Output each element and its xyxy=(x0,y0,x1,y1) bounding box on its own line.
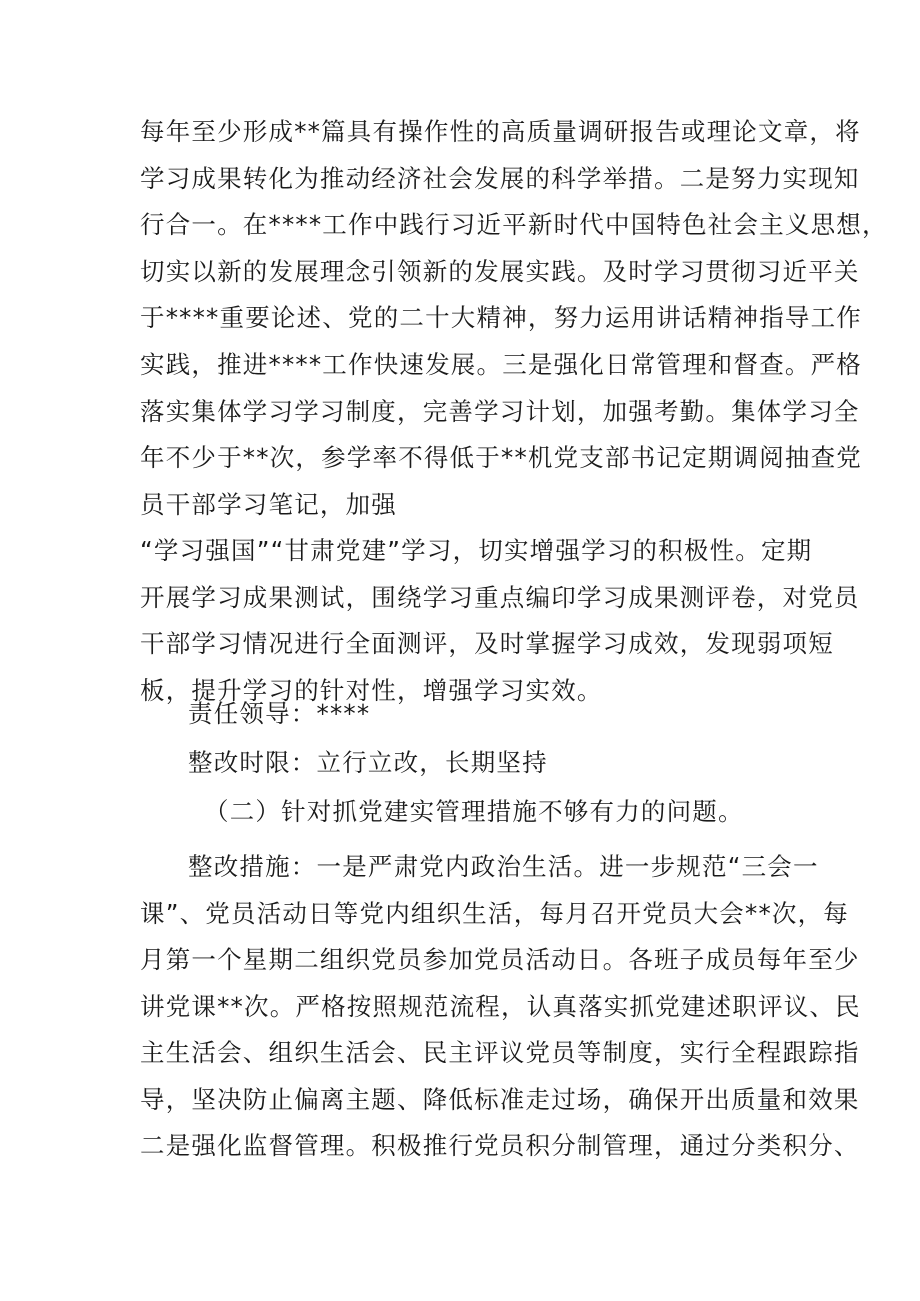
paragraph-1-line-8: 年不少于**次，参学率不得低于**机党支部书记定期调阅抽查党 xyxy=(140,443,862,472)
paragraph-1-line-12: 干部学习情况进行全面测评，及时掌握学习成效，发现弱项短 xyxy=(140,629,834,658)
paragraph-1-line-4: 切实以新的发展理念引领新的发展实践。及时学习贯彻习近平关 xyxy=(140,257,860,286)
paragraph-2-line-2: 课”、党员活动日等党内组织生活，每月召开党员大会**次，每 xyxy=(140,899,849,928)
section-heading: （二）针对抓党建实管理措施不够有力的问题。 xyxy=(204,797,744,826)
paragraph-2-line-6: 导，坚决防止偏离主题、降低标准走过场，确保开出质量和效果 xyxy=(140,1085,860,1114)
paragraph-2-line-3: 月第一个星期二组织党员参加党员活动日。各班子成员每年至少 xyxy=(140,945,860,974)
paragraph-1-line-2: 学习成果转化为推动经济社会发展的科学举措。二是努力实现知 xyxy=(140,164,860,193)
paragraph-1-line-11: 开展学习成果测试，围绕学习重点编印学习成果测评卷，对党员 xyxy=(140,583,860,612)
paragraph-1-line-6: 实践，推进****工作快速发展。三是强化日常管理和督查。严格 xyxy=(140,350,862,379)
responsible-leader: 责任领导：**** xyxy=(188,699,371,728)
paragraph-1-line-1: 每年至少形成**篇具有操作性的高质量调研报告或理论文章，将 xyxy=(140,117,861,146)
paragraph-2-line-7: 二是强化监督管理。积极推行党员积分制管理，通过分类积分、 xyxy=(140,1131,860,1160)
paragraph-1-line-10: “学习强国”“甘肃党建”学习，切实增强学习的积极性。定期 xyxy=(140,536,813,565)
paragraph-1-line-9: 员干部学习笔记，加强 xyxy=(140,490,397,519)
paragraph-1-line-3: 行合一。在****工作中践行习近平新时代中国特色社会主义思想， xyxy=(140,210,888,239)
paragraph-2-line-4: 讲党课**次。严格按照规范流程，认真落实抓党建述职评议、民 xyxy=(140,992,861,1021)
paragraph-1-line-13: 板，提升学习的针对性，增强学习实效。 xyxy=(140,676,603,705)
paragraph-2-line-5: 主生活会、组织生活会、民主评议党员等制度，实行全程跟踪指 xyxy=(140,1038,860,1067)
rectification-deadline: 整改时限：立行立改，长期坚持 xyxy=(188,748,548,777)
paragraph-1-line-5: 于****重要论述、党的二十大精神，努力运用讲话精神指导工作 xyxy=(140,303,862,332)
paragraph-2-line-1: 整改措施：一是严肃党内政治生活。进一步规范“三会一 xyxy=(188,852,819,881)
paragraph-1-line-7: 落实集体学习学习制度，完善学习计划，加强考勤。集体学习全 xyxy=(140,397,860,426)
